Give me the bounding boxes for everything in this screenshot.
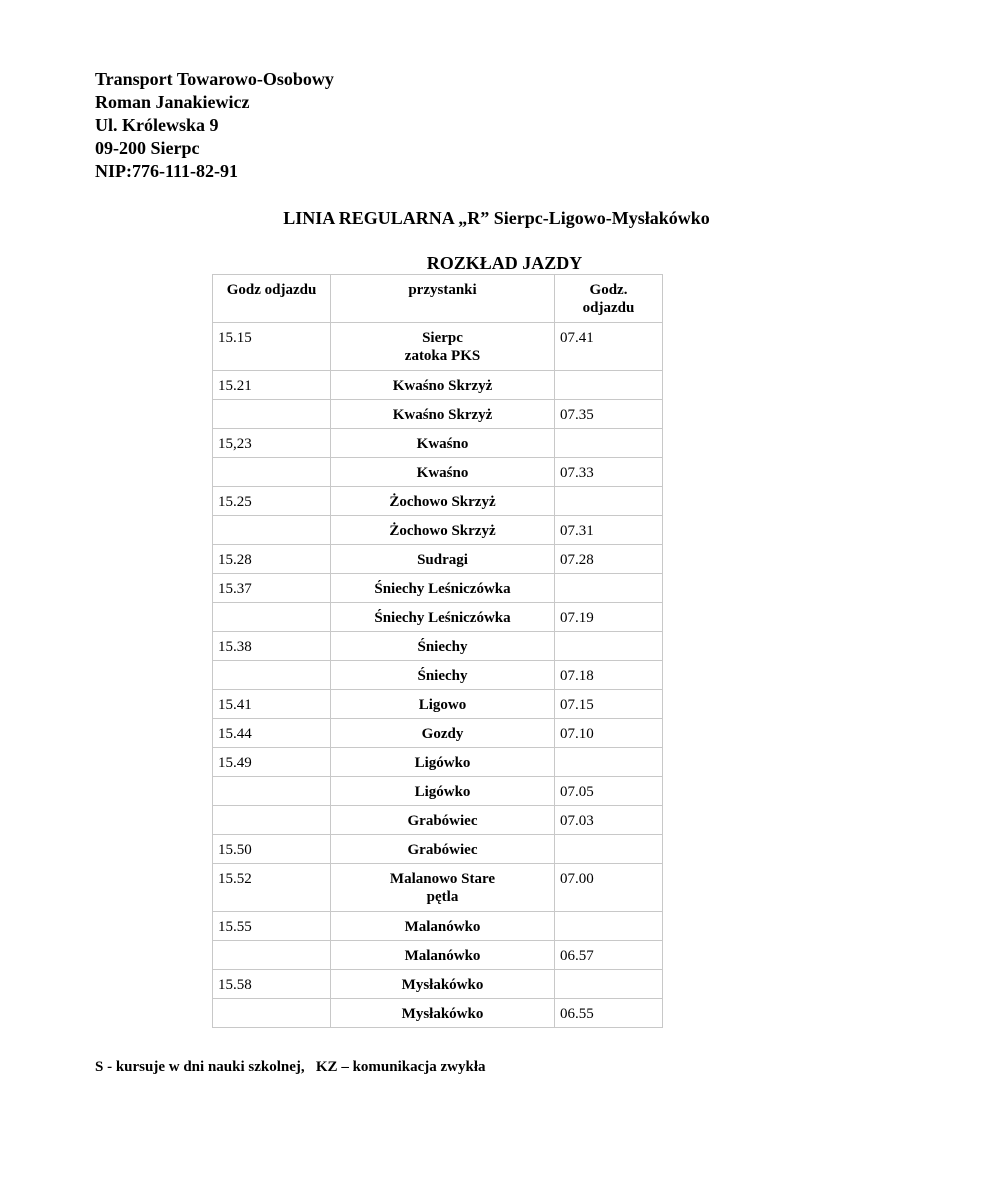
- departure-outbound-cell: [213, 806, 331, 835]
- departure-return-cell: 07.15: [555, 690, 663, 719]
- departure-outbound-cell: [213, 777, 331, 806]
- stop-name: Śniechy: [417, 668, 468, 684]
- table-row: [213, 632, 663, 661]
- departure-return-cell: [555, 429, 663, 458]
- stop-name: Śniechy Leśniczówka: [374, 581, 511, 597]
- departure-return-cell: 07.35: [555, 400, 663, 429]
- departure-return-cell: 07.03: [555, 806, 663, 835]
- table-row: [213, 458, 663, 487]
- stop-name-detail: pętla: [426, 889, 459, 905]
- stop-name: Śniechy: [417, 639, 468, 655]
- timetable-body: [213, 323, 663, 1028]
- stop-name-cell: [331, 371, 555, 400]
- table-row: [213, 323, 663, 371]
- table-row: [213, 719, 663, 748]
- stop-name: Grabówiec: [407, 813, 478, 829]
- stop-name-cell: [331, 690, 555, 719]
- schedule-title: ROZKŁAD JAZDY: [426, 253, 583, 273]
- table-row: [213, 603, 663, 632]
- departure-outbound-cell: [213, 516, 331, 545]
- header-stops: przystanki: [331, 275, 555, 323]
- departure-outbound-cell: 15.55: [213, 912, 331, 941]
- departure-return-cell: [555, 487, 663, 516]
- table-row: [213, 999, 663, 1028]
- departure-return-cell: 07.31: [555, 516, 663, 545]
- header-departure-return-line1: Godz.: [589, 282, 628, 298]
- departure-return-cell: 06.55: [555, 999, 663, 1028]
- departure-return-cell: 07.28: [555, 545, 663, 574]
- stop-name-cell: [331, 835, 555, 864]
- departure-outbound-cell: 15.58: [213, 970, 331, 999]
- stop-name: Mysłakówko: [401, 977, 484, 993]
- footnote: S - kursuje w dni nauki szkolnej, KZ – komunikacja zwykła: [95, 1059, 486, 1075]
- departure-outbound-cell: 15.44: [213, 719, 331, 748]
- company-city: 09-200 Sierpc: [95, 138, 200, 158]
- timetable: [212, 274, 663, 1028]
- stop-name: Malanowo Stare: [389, 871, 496, 887]
- stop-name-cell: [331, 574, 555, 603]
- table-row: [213, 661, 663, 690]
- departure-outbound-cell: 15,23: [213, 429, 331, 458]
- departure-outbound-cell: 15.38: [213, 632, 331, 661]
- stop-name: Kwaśno: [416, 465, 469, 481]
- departure-return-cell: 07.00: [555, 864, 663, 912]
- table-row: [213, 545, 663, 574]
- departure-outbound-cell: [213, 999, 331, 1028]
- departure-return-cell: 06.57: [555, 941, 663, 970]
- stop-name-cell: [331, 999, 555, 1028]
- table-row: [213, 835, 663, 864]
- stop-name: Kwaśno Skrzyż: [392, 407, 493, 423]
- table-row: [213, 574, 663, 603]
- stop-name-cell: [331, 323, 555, 371]
- stop-name: Malanówko: [404, 919, 481, 935]
- departure-return-cell: [555, 371, 663, 400]
- departure-return-cell: 07.33: [555, 458, 663, 487]
- departure-outbound-cell: 15.15: [213, 323, 331, 371]
- stop-name: Gozdy: [421, 726, 464, 742]
- table-row: [213, 777, 663, 806]
- departure-outbound-cell: [213, 603, 331, 632]
- departure-outbound-cell: 15.28: [213, 545, 331, 574]
- stop-name-cell: [331, 458, 555, 487]
- departure-outbound-cell: [213, 400, 331, 429]
- stop-name-cell: [331, 603, 555, 632]
- company-street: Ul. Królewska 9: [95, 115, 219, 135]
- stop-name-cell: [331, 864, 555, 912]
- stop-name: Ligówko: [414, 755, 471, 771]
- stop-name-cell: [331, 661, 555, 690]
- table-row: [213, 429, 663, 458]
- departure-outbound-cell: 15.50: [213, 835, 331, 864]
- company-nip: NIP:776-111-82-91: [95, 161, 238, 181]
- stop-name: Kwaśno Skrzyż: [392, 378, 493, 394]
- stop-name: Śniechy Leśniczówka: [374, 610, 511, 626]
- departure-return-cell: [555, 835, 663, 864]
- company-owner: Roman Janakiewicz: [95, 92, 250, 112]
- departure-outbound-cell: [213, 458, 331, 487]
- departure-outbound-cell: 15.41: [213, 690, 331, 719]
- table-row: [213, 941, 663, 970]
- table-row: [213, 748, 663, 777]
- stop-name: Żochowo Skrzyż: [389, 523, 496, 539]
- header-departure-return: [555, 275, 663, 323]
- stop-name: Kwaśno: [416, 436, 469, 452]
- stop-name: Sierpc: [422, 330, 463, 346]
- departure-return-cell: 07.19: [555, 603, 663, 632]
- table-row: [213, 806, 663, 835]
- stop-name: Malanówko: [404, 948, 481, 964]
- stop-name-cell: [331, 545, 555, 574]
- stop-name-cell: [331, 487, 555, 516]
- stop-name-cell: [331, 400, 555, 429]
- departure-outbound-cell: 15.52: [213, 864, 331, 912]
- table-row: [213, 487, 663, 516]
- table-row: [213, 690, 663, 719]
- stop-name: Mysłakówko: [401, 1006, 484, 1022]
- departure-return-cell: 07.05: [555, 777, 663, 806]
- company-header: [95, 68, 334, 183]
- stop-name-cell: [331, 970, 555, 999]
- stop-name: Ligowo: [418, 697, 467, 713]
- stop-name-cell: [331, 777, 555, 806]
- stop-name-cell: [331, 912, 555, 941]
- table-row: [213, 912, 663, 941]
- stop-name: Grabówiec: [407, 842, 478, 858]
- stop-name-cell: [331, 719, 555, 748]
- table-row: [213, 516, 663, 545]
- stop-name: Sudragi: [417, 552, 468, 568]
- departure-return-cell: [555, 748, 663, 777]
- departure-return-cell: [555, 912, 663, 941]
- table-row: [213, 864, 663, 912]
- departure-outbound-cell: [213, 941, 331, 970]
- company-name: Transport Towarowo-Osobowy: [95, 69, 334, 89]
- stop-name-cell: [331, 941, 555, 970]
- departure-outbound-cell: [213, 661, 331, 690]
- table-row: [213, 400, 663, 429]
- departure-return-cell: 07.41: [555, 323, 663, 371]
- table-row: [213, 371, 663, 400]
- departure-return-cell: 07.18: [555, 661, 663, 690]
- departure-return-cell: [555, 632, 663, 661]
- table-row: [213, 970, 663, 999]
- departure-outbound-cell: 15.37: [213, 574, 331, 603]
- departure-return-cell: 07.10: [555, 719, 663, 748]
- stop-name-cell: [331, 748, 555, 777]
- header-departure-return-line2: odjazdu: [582, 300, 635, 316]
- line-title: LINIA REGULARNA „R” Sierpc-Ligowo-Mysłakówko: [283, 208, 710, 228]
- stop-name-cell: [331, 516, 555, 545]
- stop-name-cell: [331, 806, 555, 835]
- departure-outbound-cell: 15.25: [213, 487, 331, 516]
- stop-name-detail: zatoka PKS: [404, 348, 481, 364]
- stop-name-cell: [331, 429, 555, 458]
- stop-name: Żochowo Skrzyż: [389, 494, 496, 510]
- stop-name-cell: [331, 632, 555, 661]
- departure-return-cell: [555, 970, 663, 999]
- departure-outbound-cell: 15.49: [213, 748, 331, 777]
- departure-return-cell: [555, 574, 663, 603]
- timetable-header-row: [213, 275, 663, 323]
- stop-name: Ligówko: [414, 784, 471, 800]
- departure-outbound-cell: 15.21: [213, 371, 331, 400]
- header-departure-outbound: Godz odjazdu: [213, 275, 331, 323]
